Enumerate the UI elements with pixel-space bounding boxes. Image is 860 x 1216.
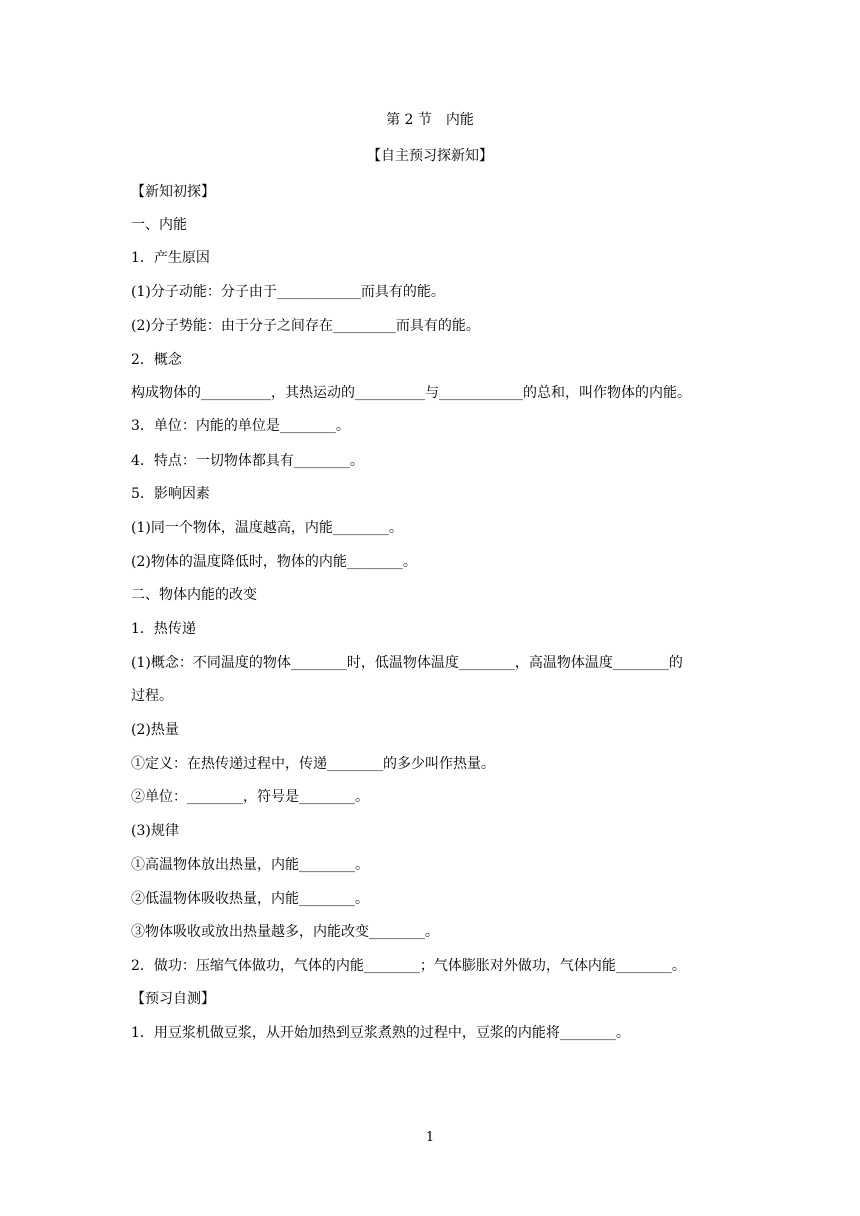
fill-blank-line: (1)概念：不同温度的物体________时，低温物体温度________，高温物体温度________的	[131, 655, 683, 671]
page-title: 第 2 节 内能	[386, 112, 474, 128]
fill-blank-line: 构成物体的__________，其热运动的__________与____________的总和，叫作物体的内能。	[131, 385, 691, 401]
heading-internal-energy: 一、内能	[131, 217, 187, 233]
fill-blank-line: ②单位：________，符号是________。	[131, 789, 369, 805]
fill-blank-line: ①高温物体放出热量，内能________。	[131, 857, 369, 873]
fill-blank-line: (2)分子势能：由于分子之间存在_________而具有的能。	[131, 318, 480, 334]
text-line: 1．产生原因	[131, 250, 210, 266]
fill-blank-line: 4．特点：一切物体都具有________。	[131, 453, 364, 469]
fill-blank-line: 3．单位：内能的单位是________。	[131, 418, 350, 434]
fill-blank-line: ③物体吸收或放出热量越多，内能改变________。	[131, 924, 439, 940]
fill-blank-line: ②低温物体吸收热量，内能________。	[131, 891, 369, 907]
text-line: 1．热传递	[131, 621, 196, 637]
fill-blank-line: 2．做功：压缩气体做功，气体的内能________；气体膨胀对外做功，气体内能________。	[131, 958, 686, 974]
text-line: 5．影响因素	[131, 486, 210, 502]
heading-change-energy: 二、物体内能的改变	[131, 587, 257, 603]
text-line: (3)规律	[131, 823, 179, 839]
text-line: (2)热量	[131, 722, 179, 738]
text-line: 2．概念	[131, 352, 182, 368]
subsection-heading: 【新知初探】	[131, 184, 215, 200]
text-line: 过程。	[131, 688, 173, 704]
subsection-heading: 【预习自测】	[131, 991, 215, 1007]
fill-blank-line: 1．用豆浆机做豆浆，从开始加热到豆浆煮熟的过程中，豆浆的内能将________。	[131, 1025, 630, 1041]
fill-blank-line: (1)同一个物体，温度越高，内能________。	[131, 520, 403, 536]
section-heading: 【自主预习探新知】	[367, 148, 493, 164]
fill-blank-line: (1)分子动能：分子由于____________而具有的能。	[131, 284, 445, 300]
page-number: 1	[425, 1130, 435, 1145]
fill-blank-line: ①定义：在热传递过程中，传递________的多少叫作热量。	[131, 756, 495, 772]
fill-blank-line: (2)物体的温度降低时，物体的内能________。	[131, 554, 417, 570]
